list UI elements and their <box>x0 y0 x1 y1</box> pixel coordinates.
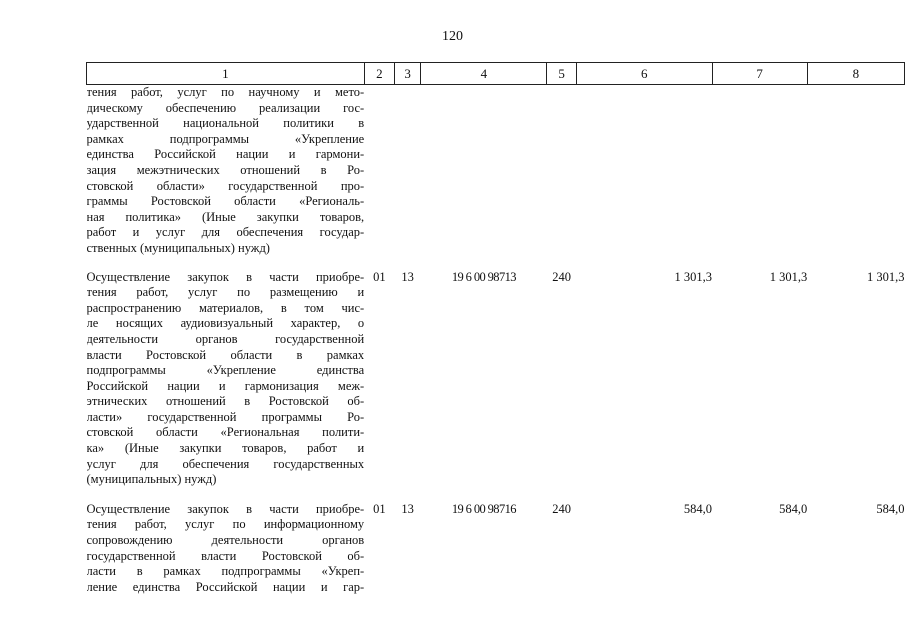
cell-amount-col6: 584,0 <box>683 501 713 516</box>
column-header-6: 6 <box>576 63 712 85</box>
cell-section: 01 <box>373 501 386 516</box>
description-line: ле носящих аудиовизуальный характер, о <box>86 316 365 331</box>
description-line: работ и услуг для обеспечения государ- <box>86 225 365 240</box>
cell-amount-col8: 1 301,3 <box>867 269 905 284</box>
description-line: стовской области» государственной про- <box>86 178 365 193</box>
description-line: этнических отношений в Ростовской об- <box>86 394 365 409</box>
description-line: тения работ, услуг по научному и мето- <box>86 85 365 99</box>
description-line: ласти в рамках подпрограммы «Укреп- <box>86 564 365 579</box>
description-line: власти Ростовской области в рамках <box>86 347 365 362</box>
description-line: Российской нации и гармонизация меж- <box>86 378 365 393</box>
row-description <box>87 502 365 596</box>
description-line: стовской области «Региональная полити- <box>86 425 365 440</box>
description-line: деятельности органов государственной <box>86 331 365 346</box>
cell-subsection: 13 <box>401 501 414 516</box>
cell-amount-col7: 584,0 <box>779 501 808 516</box>
description-line: рамках подпрограммы «Укрепление <box>86 131 365 146</box>
description-line: ласти» государственной программы Ро- <box>86 409 365 424</box>
column-header-2: 2 <box>364 63 394 85</box>
table-row <box>87 270 905 502</box>
description-line: (муниципальных) нужд) <box>86 472 217 487</box>
cell-target-article <box>421 85 547 270</box>
cell-amount-col8 <box>807 85 904 270</box>
cell-amount-col7: 1 301,3 <box>769 269 808 284</box>
cell-expense-type: 240 <box>552 269 572 284</box>
cell-amount-col6 <box>576 85 712 270</box>
cell-amount-col8: 584,0 <box>876 501 905 516</box>
cell-subsection <box>394 85 420 270</box>
description-line: распространению материалов, в том чис- <box>86 300 365 315</box>
column-header-5: 5 <box>547 63 577 85</box>
cell-subsection: 13 <box>401 269 414 284</box>
column-header-8: 8 <box>807 63 904 85</box>
cell-amount-col7 <box>712 85 807 270</box>
column-header-1: 1 <box>87 63 365 85</box>
description-line: ление единства Российской нации и гар- <box>86 579 365 594</box>
description-line: ственных (муниципальных) нужд) <box>86 240 270 255</box>
column-header-3: 3 <box>394 63 420 85</box>
description-line: граммы Ростовской области «Региональ- <box>86 194 365 209</box>
description-line: Осуществление закупок в части приобре- <box>86 269 365 284</box>
page-number: 120 <box>442 29 463 44</box>
header-row <box>87 63 905 85</box>
description-line: единства Российской нации и гармони- <box>86 147 365 162</box>
table-row <box>87 502 905 596</box>
column-header-7: 7 <box>712 63 807 85</box>
cell-section <box>364 85 394 270</box>
cell-section: 01 <box>373 269 386 284</box>
description-line: подпрограммы «Укрепление единства <box>86 363 365 378</box>
description-line: зация межэтнических отношений в Ро- <box>86 162 365 177</box>
column-header-4: 4 <box>421 63 547 85</box>
cell-amount-col6: 1 301,3 <box>674 269 713 284</box>
table-row <box>87 85 905 270</box>
description-line: сопровождению деятельности органов <box>86 533 365 548</box>
row-description <box>87 270 365 502</box>
description-line: тения работ, услуг по размещению и <box>86 285 365 300</box>
description-line: услуг для обеспечения государственных <box>86 456 365 471</box>
row-description <box>87 85 365 270</box>
cell-expense-type <box>547 85 577 270</box>
description-line: ная политика» (Иные закупки товаров, <box>86 209 365 224</box>
description-line: Осуществление закупок в части приобре- <box>86 501 365 516</box>
cell-target-article: 19 6 00 98713 <box>451 269 516 284</box>
description-line: государственной власти Ростовской об- <box>86 548 365 563</box>
description-line: дическому обеспечению реализации гос- <box>86 100 365 115</box>
cell-expense-type: 240 <box>552 501 572 516</box>
description-line: ударственной национальной политики в <box>86 116 365 131</box>
description-line: ка» (Иные закупки товаров, работ и <box>86 441 365 456</box>
description-line: тения работ, услуг по информационному <box>86 517 365 532</box>
cell-target-article: 19 6 00 98716 <box>451 501 516 516</box>
budget-table <box>86 62 905 595</box>
